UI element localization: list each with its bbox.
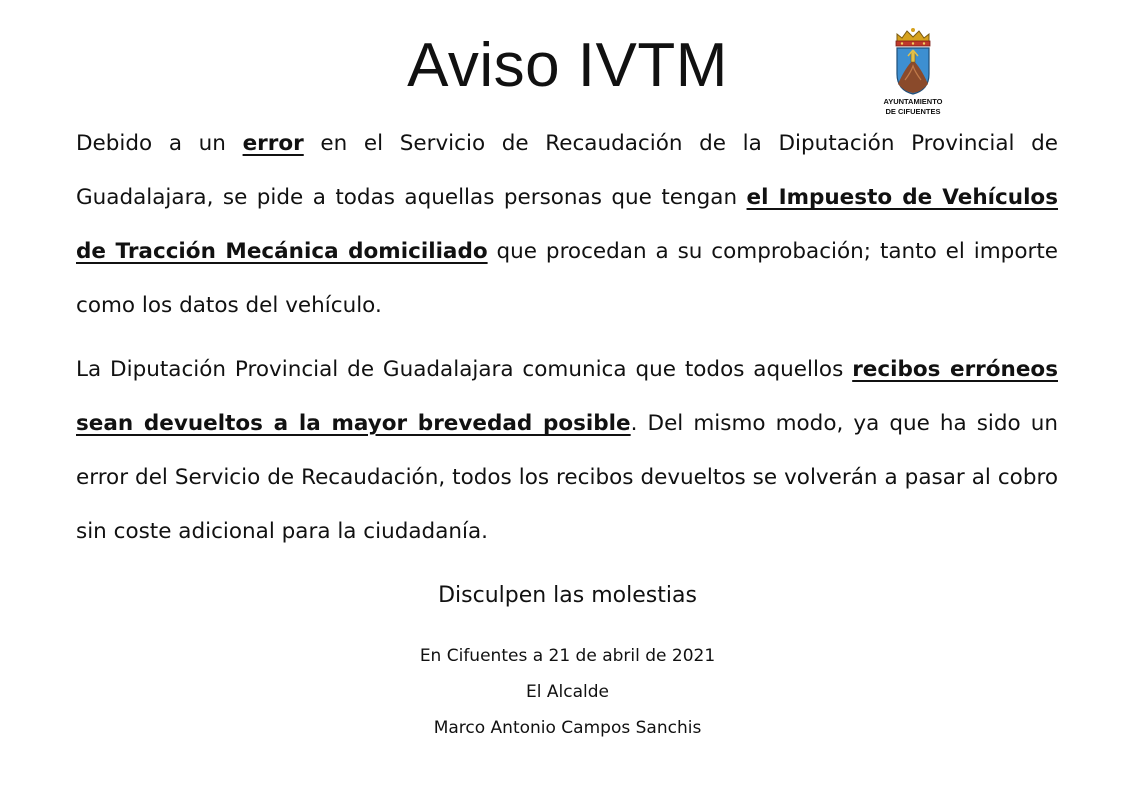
coat-of-arms-caption-line1: AYUNTAMIENTO xyxy=(883,97,943,106)
paragraph2-emphasis-receipts: recibos erróneos sean devueltos a la mayor brevedad posible xyxy=(76,357,1058,436)
paragraph2-text: . Del mismo modo, ya que ha sido un error del Servicio de Recaudación, todos los recibos devueltos se volverán a pasar al cobro sin coste adicional para la ciudadanía. xyxy=(76,411,1058,544)
paragraph-error-notice xyxy=(76,117,1058,333)
place-and-date: En Cifuentes a 21 de abril de 2021 xyxy=(419,646,716,666)
paragraph1-text: Debido a un xyxy=(76,131,243,156)
coat-of-arms-caption-line2: DE CIFUENTES xyxy=(885,107,941,116)
signer-name: Marco Antonio Campos Sanchis xyxy=(433,718,702,738)
signer-role: El Alcalde xyxy=(526,682,609,702)
paragraph1-emphasis-error: error xyxy=(242,131,304,156)
paragraph1-text: en el Servicio de Recaudación de la Diputación Provincial de Guadalajara, se pide a todas aquellas personas que tengan xyxy=(76,131,1058,210)
paragraph2-text: La Diputación Provincial de Guadalajara comunica que todos aquellos xyxy=(76,357,853,382)
municipal-coat-of-arms xyxy=(868,26,958,126)
coat-of-arms-icon xyxy=(891,26,935,96)
apology-line: Disculpen las molestias xyxy=(438,583,697,608)
paragraph-return-receipts xyxy=(76,343,1058,559)
paragraph1-text: que procedan a su comprobación; tanto el importe como los datos del vehículo. xyxy=(76,239,1058,318)
coat-of-arms-caption xyxy=(868,97,958,117)
page-title: Aviso IVTM xyxy=(407,31,728,100)
paragraph1-emphasis-tax: el Impuesto de Vehículos de Tracción Mecánica domiciliado xyxy=(76,185,1059,264)
